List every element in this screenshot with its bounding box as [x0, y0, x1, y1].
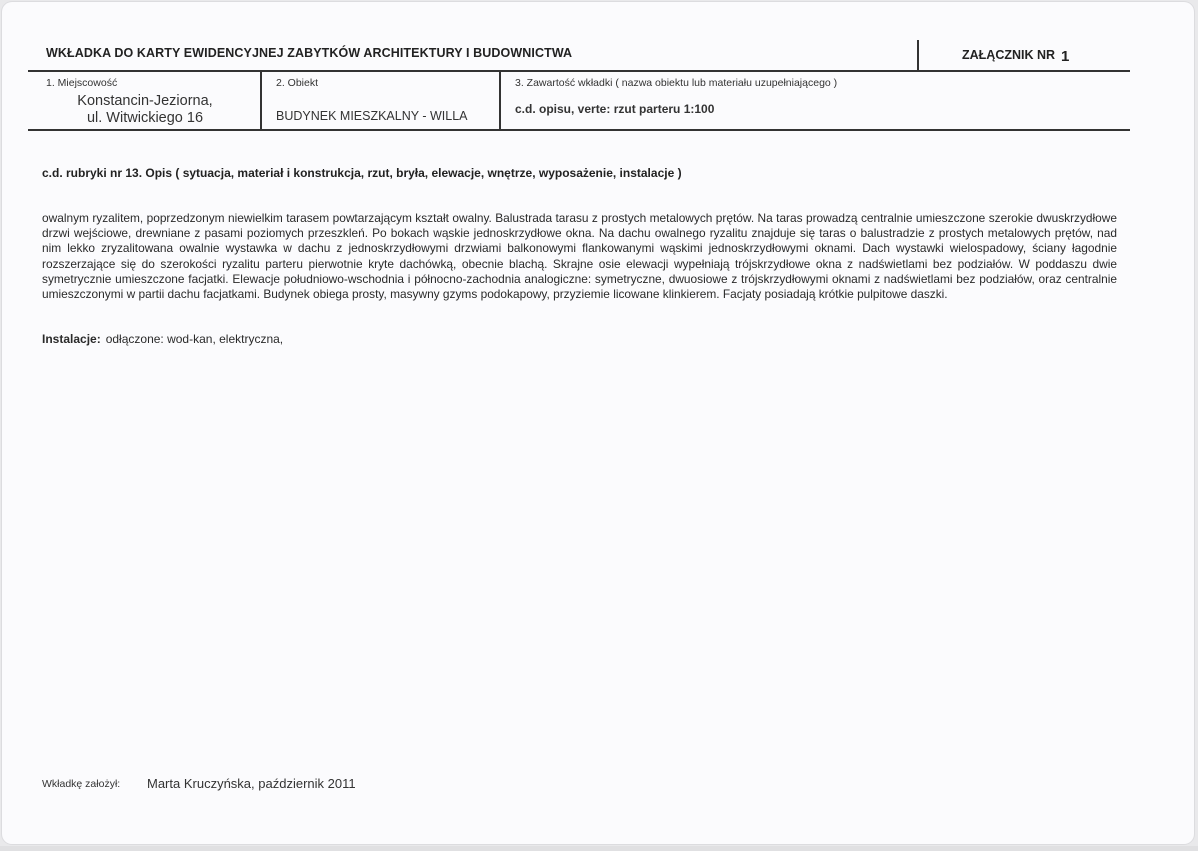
scan-bottom-edge: [0, 846, 1198, 851]
place-line-1: Konstancin-Jeziorna,: [77, 93, 213, 109]
contents-value: c.d. opisu, verte: rzut parteru 1:100: [515, 102, 715, 116]
object-value: BUDYNEK MIESZKALNY - WILLA: [276, 109, 468, 123]
attachment-label: [962, 46, 1069, 63]
section-heading: c.d. rubryki nr 13. Opis ( sytuacja, materiał i konstrukcja, rzut, bryła, elewacje, wnętrze, wyposażenie, instalacje ): [42, 166, 682, 180]
description-text: owalnym ryzalitem, poprzedzonym niewielkim tarasem powtarzającym kształt owalny. Balustrada tarasu z prostych metalowych prętów. Na taras prowadzą centralnie umieszczone szerokie dwuskrzydłowe drzwi wejściowe, drewniane z pasami poziomych przeszkleń. Po bokach wąskie jednoskrzydłowe okna. Na dachu owalnego ryzalitu znajduje się taras o balustradzie z prostych metalowych prętów, nad nim lekko zryzalitowana owalnie wystawka w dachu z jednoskrzydłowymi drzwiami balkonowymi flankowanymi wąskimi jednoskrzydłowymi oknami. Dach wystawki wielospadowy, ściany łagodnie rozszerzające się do szerokości ryzalitu parteru pierwotnie kryte dachówką, obecnie blachą. Skrajne osie elewacji wypełniają trójskrzydłowe okna z nadświetlami bez podziałów. W poddaszu dwie symetrycznie umieszczone facjatki. Elewacje południowo-wschodnia i północno-zachodnia analogiczne: symetryczne, dwuosiowe z trójskrzydłowymi oknami z nadświetlami bez podziałów, oraz centralnie umieszczonymi w partii dachu facjatkami. Budynek obiega prosty, masywny gzyms podokapowy, przyziemie licowane klinkierem. Facjaty posiadają krótkie pulpitowe daszki.: [42, 211, 1117, 302]
contents-label: 3. Zawartość wkładki ( nazwa obiektu lub materiału uzupełniającego ): [515, 77, 838, 89]
installations-label: Instalacje:: [42, 332, 101, 346]
title-divider: [917, 40, 919, 72]
place-line-2: ul. Witwickiego 16: [86, 110, 204, 126]
author-value: Marta Kruczyńska, październik 2011: [147, 776, 356, 791]
installations-value: odłączone: wod-kan, elektryczna,: [105, 332, 284, 346]
card-title: WKŁADKA DO KARTY EWIDENCYJNEJ ZABYTKÓW ARCHITEKTURY I BUDOWNICTWA: [46, 46, 573, 60]
record-card: [2, 2, 1194, 844]
place-value: [30, 93, 260, 127]
attachment-number: 1: [1061, 48, 1070, 65]
place-label: 1. Miejscowość: [46, 77, 118, 89]
header-rule-top: [28, 70, 1130, 72]
installations: [42, 332, 283, 346]
author-label: Wkładkę założył:: [42, 778, 121, 790]
field-divider-1: [260, 71, 262, 129]
attachment-label-text: ZAŁĄCZNIK NR: [962, 48, 1056, 62]
field-divider-2: [499, 71, 501, 129]
object-label: 2. Obiekt: [276, 77, 319, 89]
header-rule-bottom: [28, 129, 1130, 131]
